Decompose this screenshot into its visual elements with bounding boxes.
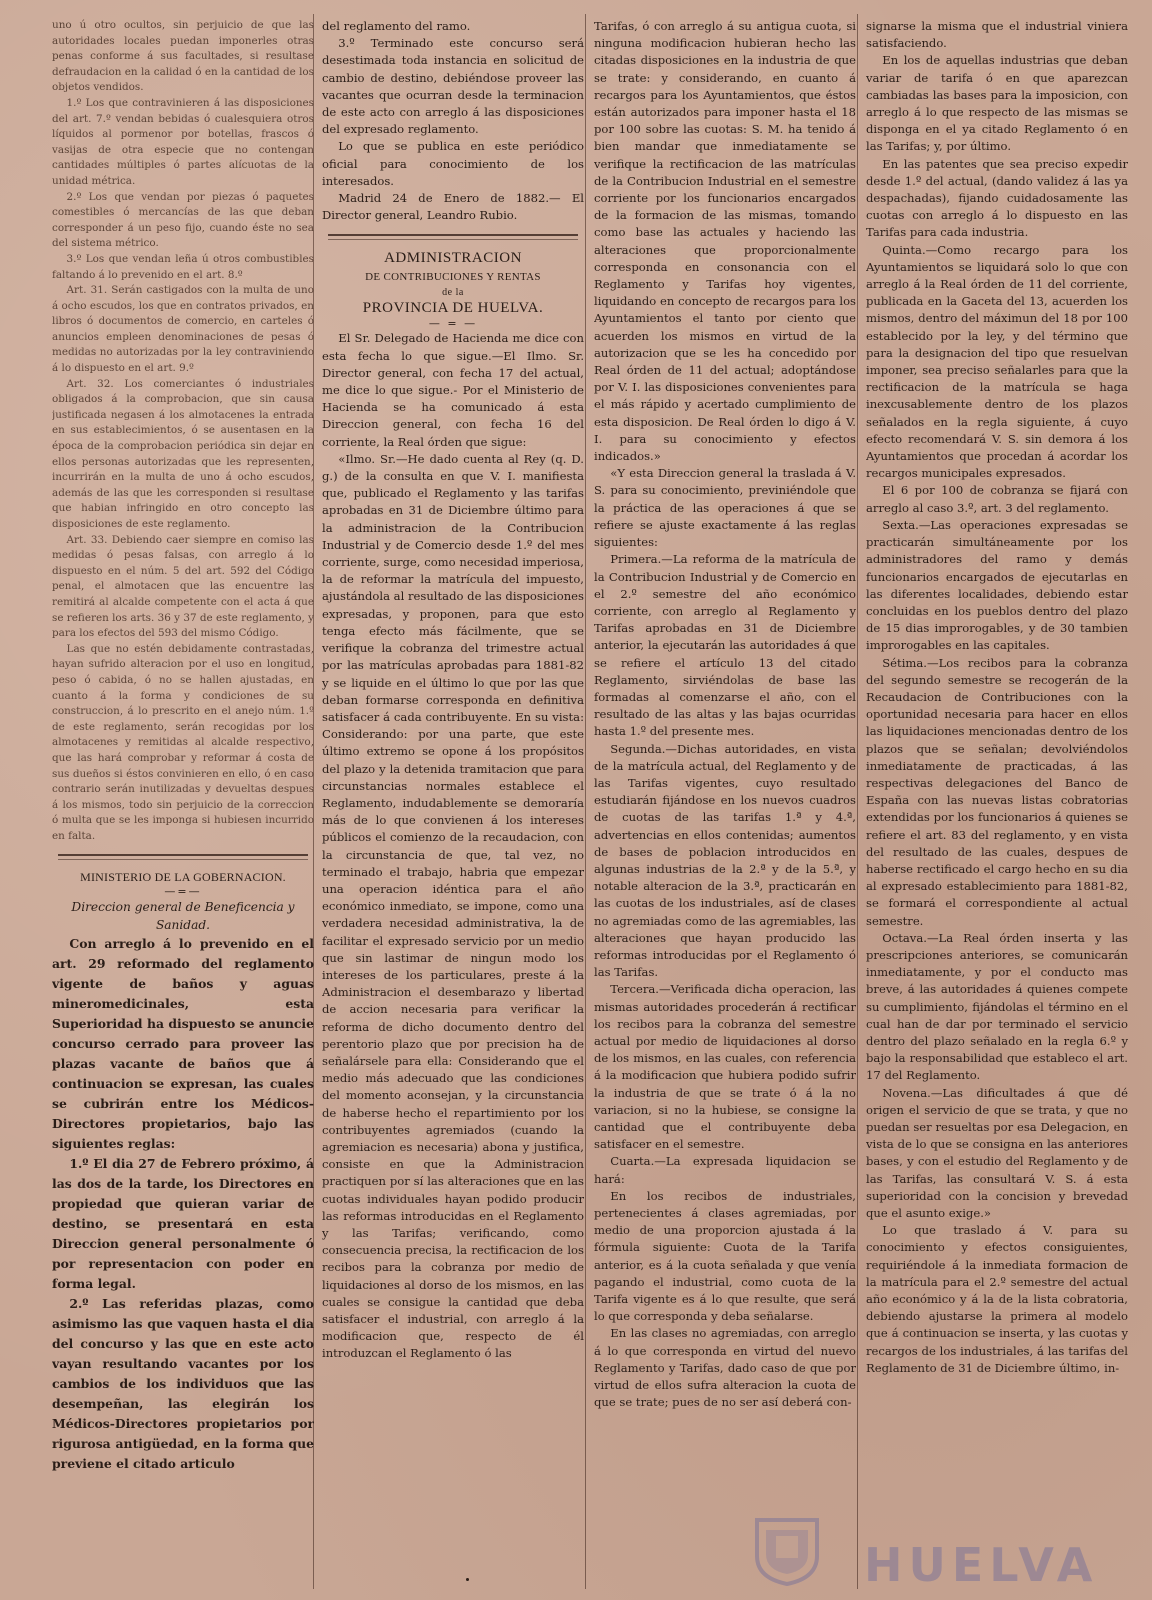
rule-quinta: Quinta.—Como recargo para los Ayuntamientos se liquidará solo lo que con arreglo á la Real órden de 11 del corriente, publicada en la Gaceta del 13, acuerden los mismos, dentro del máximun del 18 por 100 establecido por la ley, y del término que para la designacion del tipo que resuelvan imponer, sea preciso señalarles para que la rectificacion de la matrícula se haga inexcusablemente dentro de los plazos señalados en la regla siguiente, á cuyo efecto recomendará V. S. sin demora á los Ayuntamientos que procedan á acordar los recargos municipales expresados.: [866, 242, 1128, 481]
cuarta-no-agremiadas: En las clases no agremiadas, con arreglo á lo que corresponda en virtud del nuevo Reglamento y Tarifas, dado caso de que por virtud de ellos sufra alteracion la cuota de que se trate; pues de no ser así deberá con-: [594, 1326, 856, 1410]
section-heading-administracion: ADMINISTRACION: [384, 250, 522, 267]
section-separator: [58, 854, 308, 860]
section-subheading-contribuciones: DE CONTRIBUCIONES Y RENTAS: [365, 271, 541, 284]
item-2: 2.º Los que vendan por piezas ó paquetes comestibles ó mercancías de las que deban corresponder á un peso fijo, cuando éste no sea del sistema métrico.: [52, 190, 314, 250]
item-3: 3.º Los que vendan leña ú otros combustibles faltando á lo prevenido en el art. 8.º: [52, 252, 314, 281]
column-4: [866, 18, 1128, 1586]
rule-cuarta: Cuarta.—La expresada liquidacion se hará:: [594, 1154, 856, 1186]
section-subheading-provincia: PROVINCIA DE HUELVA.: [362, 300, 544, 317]
rule-segunda: Segunda.—Dichas autoridades, en vista de la matrícula actual, del Reglamento y de las Tarifas vigentes, cuyo resultado estudiarán fijándose en los nuevos cuadros de cuotas de las tarifas 1.ª y 4.ª, advertencias en ellos contenidas; aumentos de bases de poblacion introducidos en algunas industrias de la 2.ª y de la 5.ª, y notable alteracion de la 3.ª, practicarán en las cuotas de los industriales, así de clases no agremiadas como de las agremiables, las alteraciones que hayan producido las reformas introducidas por el Reglamento ó las Tarifas.: [594, 741, 856, 980]
subheading-direccion: Direccion general de Beneficencia y Sanidad.: [71, 900, 295, 933]
article-32: Art. 32. Los comerciantes ó industriales obligados á la comprobacion, que sin causa justificada negasen á los almotacenes la entrada en sus establecimientos, ó se ausentasen en la época de la comprobacion periódica sin dejar en ellos personas autorizadas que les representen, incurrirán en la multa de uno á ocho escudos, además de las que les corresponden si resultase que habian infringido en otro concepto las disposiciones de este reglamento.: [52, 377, 314, 530]
column-3: [594, 18, 856, 1586]
article-31: Art. 31. Serán castigados con la multa de uno á ocho escudos, los que en contratos privados, en libros ó documentos de comercio, en carteles ó anuncios empleen denominaciones de pesas ó medidas no autorizadas por la ley contraviniendo á lo dispuesto en el art. 9.º: [52, 284, 314, 375]
article-33: Art. 33. Debiendo caer siempre en comiso las medidas ó pesas falsas, con arreglo á lo dispuesto en el núm. 5 del art. 592 del Código penal, el almotacen que las encuentre las remitirá al alcalde competente con el acta á que se refieren los arts. 36 y 37 de este reglamento, y para los efectos del 593 del mismo Código.: [52, 533, 314, 640]
delegado-intro: El Sr. Delegado de Hacienda me dice con esta fecha lo que sigue.—El Ilmo. Sr. Director general, con fecha 17 del actual, me dice lo que sigue.- Por el Ministerio de Hacienda se ha comunicado á esta Direccion general, con fecha 16 del corriente, la Real órden que sigue:: [322, 331, 584, 449]
archive-watermark: [752, 1508, 1122, 1590]
rule-3: 3.º Terminado este concurso será desestimada toda instancia en solicitud de cambio de destino, debiéndose proveer las vacantes que ocurran desde la terminacion de este acto con arreglo á las disposiciones del expresado reglamento.: [322, 36, 584, 137]
print-speck: [466, 1578, 469, 1581]
beneficencia-intro: Con arreglo á lo prevenido en el art. 29 reformado del reglamento vigente de baños y aguas mineromedicinales, esta Superioridad ha dispuesto se anuncie concurso cerrado para proveer las plazas vacante de baños que á continuacion se expresan, las cuales se cubrirán entre los Médicos-Directores propietarios, bajo las siguientes reglas:: [52, 936, 314, 1152]
signature-madrid: Madrid 24 de Enero de 1882.— El Director general, Leandro Rubio.: [322, 191, 584, 223]
cuarta-patentes: En las patentes que sea preciso expedir desde 1.º del actual, (dando validez á las ya despachadas), fijando cuidadosamente las cuotas con arreglo á lo dispuesto en las Tarifas para cada industria.: [866, 156, 1128, 240]
watermark-text: HUELVA: [864, 1538, 1099, 1592]
shield-logo-icon: [752, 1512, 822, 1586]
cuarta-continuation: signarse la misma que el industrial viniera satisfaciendo.: [866, 19, 1128, 51]
column-2: [322, 18, 584, 1586]
cobranza-note: El 6 por 100 de cobranza se fijará con arreglo al caso 3.º, art. 3 del reglamento.: [866, 483, 1128, 515]
rule-sexta: Sexta.—Las operaciones expresadas se practicarán simultáneamente por los administradores del ramo y demás funcionarios encargados de ejecutarlas en las diferentes localidades, debiendo estar concluidas en los pueblos dentro del plazo de 15 dias improrogables, y de 30 tambien improrogables en las capitales.: [866, 517, 1128, 653]
rule-novena: Novena.—Las dificultades á que dé origen el servicio de que se trata, y que no puedan ser resueltas por esa Delegacion, en vista de lo que se consigna en las anteriores bases, y con el estudio del Reglamento y de las Tarifas, las consultará V. S. á esta superioridad con la concision y brevedad que el asunto exige.»: [866, 1085, 1128, 1221]
section-heading-ministerio: MINISTERIO DE LA GOBERNACION.: [80, 870, 286, 885]
rule-primera: Primera.—La reforma de la matrícula de la Contribucion Industrial y de Comercio en el 2.º semestre del año económico corriente, con arreglo al Reglamento y Tarifas aprobadas en 31 de Diciembre anterior, la ejecutarán las autoridades á que se refiere el artículo 13 del citado Reglamento, sirviéndolas de base las formadas al comenzarse el año, con el resultado de las altas y las bajas ocurridas hasta 1.º del presente mes.: [594, 552, 856, 739]
column-1: [52, 18, 314, 1586]
publication-note: Lo que se publica en este periódico oficial para conocimiento de los interesados.: [322, 139, 584, 188]
ornament-dash: —=—: [164, 885, 202, 899]
real-orden-continuation: Tarifas, ó con arreglo á su antigua cuota, si ninguna modificacion hubieran hecho las citadas disposiciones en la industria de que se trate: y considerando, en cuanto á recargos para los Ayuntamientos, que éstos están autorizados para imponer hasta el 18 por 100 sobre las cuotas: S. M. ha tenido á bien mandar que inmediatamente se verifique la rectificacion de las matrículas de la Contribucion Industrial en el semestre corriente por los funcionarios encargados de la formacion de las mismas, tomando como base las actuales y haciendo las alteraciones que proporcionalmente corresponda en consonancia con el Reglamento y Tarifas hoy vigentes, liquidando en concepto de recargos para los Ayuntamientos el tanto por ciento que acuerden los mismos en virtud de la autorizacion que se les ha concedido por Real órden de 11 del actual; adoptándose por V. I. las disposiciones convenientes para el más rápido y acertado cumplimiento de esta disposicion. De Real órden lo digo á V. I. para su conocimiento y efectos indicados.»: [594, 19, 856, 464]
section-connector: de la: [442, 287, 464, 299]
column-rule: [585, 14, 586, 1589]
cuarta-tarifa: En los de aquellas industrias que deban variar de tarifa ó en que aparezcan cambiadas las bases para la imposicion, con arreglo á lo que respecto de las mismas se disponga en el ya citado Reglamento ó en las Tarifas; y, por último.: [866, 53, 1128, 154]
paragraph-measures: Las que no estén debidamente contrastadas, hayan sufrido alteracion por el uso en longitud, peso ó cabida, ó no se hallen ajustadas, en cuanto á la forma y condiciones de su construccion, á lo prescrito en el anejo núm. 1.º de este reglamento, serán recogidas por los almotacenes y remitidas al alcalde respectivo, que las hará comprobar y reformar á costa de sus dueños si éstos convinieren en ello, ó en caso contrario serán inutilizadas y devueltas despues á los mismos, todo sin perjuicio de la correccion ó multa que se les imponga si hubiesen incurrido en falta.: [52, 642, 314, 842]
direccion-traslada: «Y esta Direccion general la traslada á V. S. para su conocimiento, previniéndole que la práctica de las operaciones á que se refiere se ajuste exactamente á las reglas siguientes:: [594, 466, 856, 550]
fragment-paragraph: uno ú otro ocultos, sin perjuicio de que las autoridades locales puedan imponerles otras penas conforme á sus facultades, si resultase defraudacion en la calidad ó en la cantidad de los objetos vendidos.: [52, 19, 314, 94]
real-orden-text: «Ilmo. Sr.—He dado cuenta al Rey (q. D. g.) de la consulta en que V. I. manifiesta que, publicado el Reglamento y las tarifas aprobadas en 31 de Diciembre último para la administracion de la Contribucion Industrial y de Comercio desde 1.º del mes corriente, surge, como necesidad imperiosa, la de reformar la matrícula del impuesto, ajustándola al resultado de las disposiciones expresadas, y proponen, para que esto tenga efecto más fácilmente, que se verifique la cobranza del trimestre actual por las matrículas aprobadas para 1881-82 y se liquide en el último lo que por las que deban formarse corresponda en definitiva satisfacer á cada contribuyente. En su vista: Considerando: por una parte, que este último extremo se opone á los propósitos del plazo y la detenida tramitacion que para circunstancias normales establece el Reglamento, indudablemente se demoraría más de lo que convienen á los intereses públicos el comienzo de la recaudacion, con la circunstancia de que, tal vez, no terminado el trabajo, habria que empezar una operacion idéntica para el año económico inmediato, se impone, como una verdadera necesidad administrativa, la de facilitar el expresado servicio por un medio que sin lastimar de ningun modo los intereses de los particulares, preste á la Administracion el desembarazo y libertad de accion necesaria para verificar la reforma de dicho documento dentro del perentorio plazo que por precision ha de señalársele para ella: Considerando que el medio más adecuado que las condiciones del momento aconsejan, y la circunstancia de haberse hecho el repartimiento por los contribuyentes agremiados (cuando la agremiacion es necesaria) abona y justifica, consiste en que la Administracion practiquen por sí las alteraciones que en las cuotas individuales hayan podido producir las reformas introducidas en el Reglamento y las Tarifas; verificando, como consecuencia precisa, la rectificacion de los recibos para la cobranza por medio de liquidaciones al dorso de los mismos, en las cuales se consigue la cantidad que deba satisfacer el industrial, con arreglo á la modificacion que, respecto de él introduzcan el Reglamento ó las: [322, 451, 584, 1361]
rule-1: 1.º El dia 27 de Febrero próximo, á las dos de la tarde, los Directores en propiedad que quieran variar de destino, se presentará en esta Direccion general personalmente ó por representacion con poder en forma legal.: [52, 1156, 314, 1292]
cuarta-agremiadas: En los recibos de industriales, pertenecientes á clases agremiadas, por medio de una proporcion ajustada á la fórmula siguiente: Cuota de la Tarifa anterior, es á la cuota señalada y que venía pagando el industrial, como cuota de la Tarifa vigente es á lo que resulte, que será lo que corresponda y deba señalarse.: [594, 1188, 856, 1324]
rule-2: 2.º Las referidas plazas, como asimismo las que vaquen hasta el dia del concurso y las que en este acto vayan resultando vacantes por los cambios de los individuos que las desempeñan, las elegirán los Médicos-Directores propietarios por rigurosa antigüedad, en la forma que previene el citado articulo: [52, 1296, 314, 1472]
continuation-text: del reglamento del ramo.: [322, 19, 471, 33]
closing-paragraph: Lo que traslado á V. para su conocimiento y efectos consiguientes, requiriéndole á la inmediata formacion de la matrícula para el 2.º semestre del actual año económico y á la de la lista cobratoria, debiendo ajustarse la primera al modelo que á continuacion se inserta, y las cuotas y recargos de los industriales, á las tarifas del Reglamento de 31 de Diciembre último, in-: [866, 1223, 1128, 1375]
item-1: 1.º Los que contravinieren á las disposiciones del art. 7.º vendan bebidas ó cualesquiera otros líquidos al pormenor por botellas, frascos ó vasijas de otra especie que no contengan cantidades múltiples ó partes alícuotas de la unidad métrica.: [52, 96, 314, 187]
ornament-dash: — = —: [428, 317, 478, 331]
rule-octava: Octava.—La Real órden inserta y las prescripciones anteriores, se comunicarán inmediatamente, y por el conducto mas breve, á las autoridades á quienes compete su cumplimiento, fijándolas el término en el cual han de dar por terminado el servicio dentro del plazo señalado en la regla 6.º y bajo la responsabilidad que estableco el art. 17 del Reglamento.: [866, 930, 1128, 1083]
rule-tercera: Tercera.—Verificada dicha operacion, las mismas autoridades procederán á rectificar los recibos para la cobranza del semestre actual por medio de liquidaciones al dorso de los mismos, en las cuales, con referencia á la modificacion que hubiera podido sufrir la industria de que se trate ó á la no variacion, si no la hubiese, se consigne la cantidad que el contribuyente deba satisfacer en el semestre.: [594, 982, 856, 1152]
rule-setima: Sétima.—Los recibos para la cobranza del segundo semestre se recogerán de la Recaudacion de Contribuciones con la oportunidad necesaria para hacer en ellos las liquidaciones mencionadas dentro de los plazos que se señalan; devolviéndolos inmediatamente de practicadas, á las respectivas delegaciones del Banco de España con las nuevas listas cobratorias extendidas por los funcionarios á quienes se refiere el art. 83 del reglamento, y en vista del resultado de las cuales, despues de haberse rectificado el cargo hecho en su dia al expresado establecimiento para 1881-82, se formará el correspondiente al actual semestre.: [866, 655, 1128, 928]
section-separator: [328, 234, 578, 240]
column-rule: [857, 14, 858, 1589]
